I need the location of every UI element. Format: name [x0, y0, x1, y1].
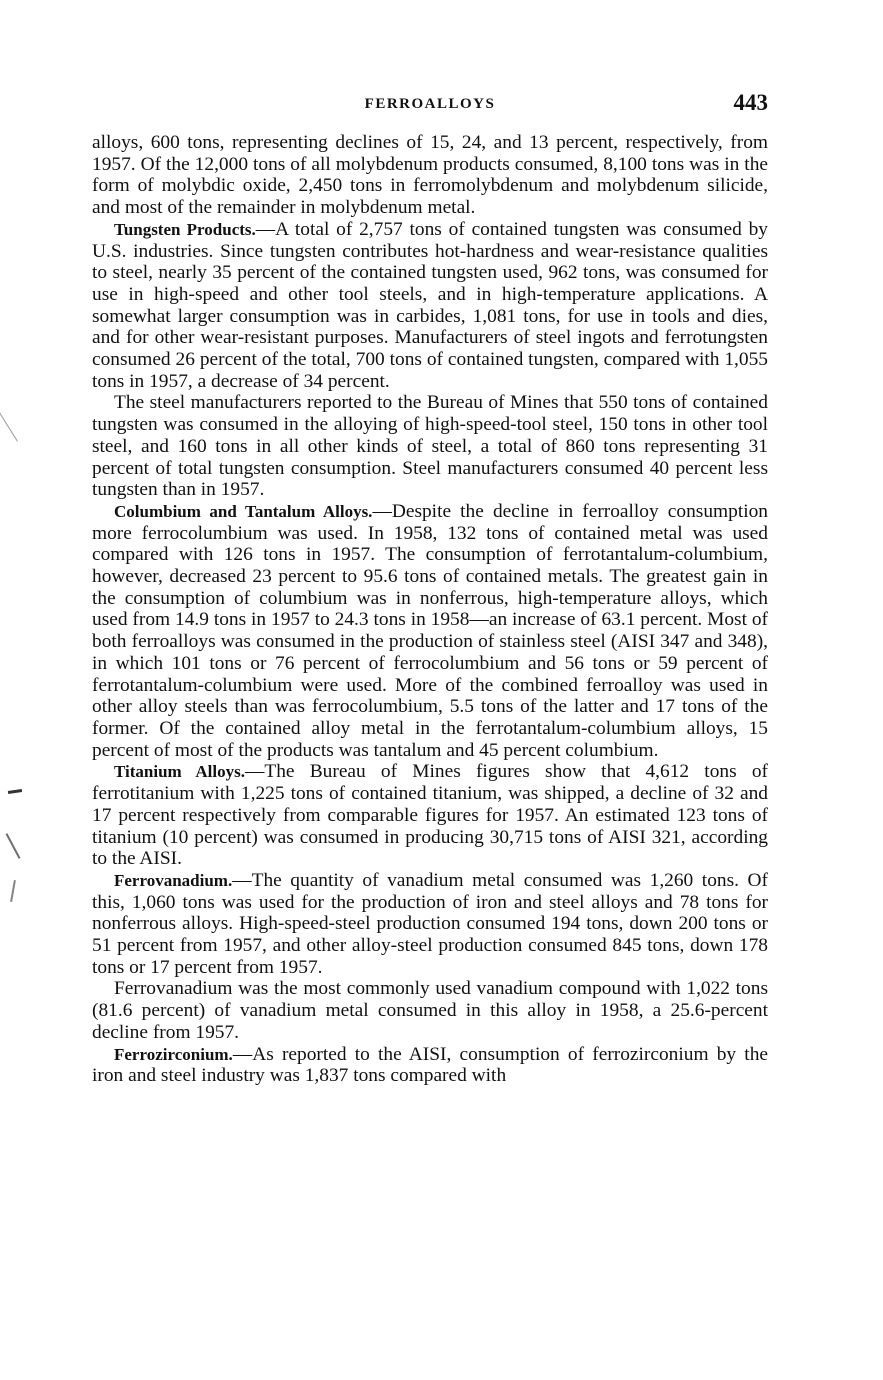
paragraph-text: The steel manufacturers reported to the Bureau of Mines that 550 tons of contained tungsten was consumed in the alloying of high-speed-tool steel, 150 tons in other tool steel, and 160 tons in all other kinds of steel, a total of 860 tons representing 31 percent of total tungsten consumption. Steel manufacturers consumed 40 percent less tungsten than in 1957. — [92, 392, 768, 501]
section-heading-ferrovanadium: Ferrovanadium. — [114, 870, 233, 890]
paragraph-text: —Despite the decline in ferroalloy consumption more ferrocolumbium was used. In 1958, 132 tons of contained metal was used compared with 126 tons in 1957. The consumption of ferrotantalum-columbium, however, decreased 23 percent to 95.6 tons of contained metals. The greatest gain in the consumption of columbium was in nonferrous, high-temperature alloys, which used from 14.9 tons in 1957 to 24.3 tons in 1958—an increase of 63.1 percent. Most of both ferroalloys was consumed in the production of stainless steel (AISI 347 and 348), in which 101 tons or 76 percent of ferrocolumbium and 56 tons or 59 percent of ferrotantalum-columbium were used. More of the combined ferroalloy was used in other alloy steels than was ferrocolumbium, 5.5 tons of the latter and 17 tons of the former. Of the contained alloy metal in the ferrotantalum-columbium alloys, 15 percent of most of the products was tantalum and 45 percent columbium. — [92, 500, 768, 761]
running-title: FERROALLOYS — [364, 96, 496, 112]
paragraph-molybdenum-continued — [92, 132, 768, 219]
paragraph-tungsten-steel — [92, 392, 768, 501]
paragraph-tungsten-products — [92, 219, 768, 393]
paragraph-text: —As reported to the AISI, consumption of ferrozirconium by the iron and steel industry was 1,837 tons compared with — [92, 1043, 768, 1087]
paragraph-text: Ferrovanadium was the most commonly used vanadium compound with 1,022 tons (81.6 percent) of vanadium metal consumed in this alloy in 1958, a 25.6-percent decline from 1957. — [92, 978, 768, 1043]
paragraph-titanium-alloys — [92, 761, 768, 870]
margin-mark — [8, 789, 22, 794]
page-header — [92, 90, 768, 120]
paragraph-text: —The Bureau of Mines figures show that 4,612 tons of ferrotitanium with 1,225 tons of contained titanium, was shipped, a decline of 32 and 17 percent respectively from comparable figures for 1957. An estimated 123 tons of titanium (10 percent) was consumed in producing 30,715 tons of AISI 321, according to the AISI. — [92, 761, 768, 870]
section-heading-tungsten-products: Tungsten Products. — [114, 219, 256, 239]
paragraph-ferrozirconium — [92, 1044, 768, 1087]
section-heading-columbium-tantalum: Columbium and Tantalum Alloys. — [114, 501, 373, 521]
paragraph-text: —A total of 2,757 tons of contained tungsten was consumed by U.S. industries. Since tungsten contributes hot-hardness and wear-resistance qualities to steel, nearly 35 percent of the contained tungsten used, 962 tons, was consumed for use in high-speed and other tool steels, and in high-temperature applications. A somewhat larger consumption was in carbides, 1,081 tons, for use in tools and dies, and for other wear-resistant purposes. Manufacturers of steel ingots and ferrotungsten consumed 26 percent of the total, 700 tons of contained tungsten, compared with 1,055 tons in 1957, a decrease of 34 percent. — [92, 218, 768, 392]
margin-mark — [0, 412, 18, 441]
paragraph-text: —The quantity of vanadium metal consumed was 1,260 tons. Of this, 1,060 tons was used for the production of iron and steel alloys and 78 tons for nonferrous alloys. High-speed-steel production consumed 194 tons, down 200 tons or 51 percent from 1957, and other alloy-steel production consumed 845 tons, down 178 tons or 17 percent from 1957. — [92, 869, 768, 978]
paragraph-ferrovanadium — [92, 870, 768, 979]
body-text — [92, 132, 768, 1087]
margin-mark — [6, 833, 21, 859]
section-heading-ferrozirconium: Ferrozirconium. — [114, 1044, 233, 1064]
page-number: 443 — [733, 90, 768, 115]
section-heading-titanium-alloys: Titanium Alloys. — [114, 762, 245, 782]
margin-mark — [10, 880, 16, 902]
paragraph-ferrovanadium-compound — [92, 978, 768, 1043]
paragraph-columbium-tantalum — [92, 501, 768, 761]
paragraph-text: alloys, 600 tons, representing declines of 15, 24, and 13 percent, respectively, from 1957. Of the 12,000 tons of all molybdenum products consumed, 8,100 tons was in the form of molybdic oxide, 2,450 tons in ferromolybdenum and molybdenum silicide, and most of the remainder in molybdenum metal. — [92, 132, 768, 219]
